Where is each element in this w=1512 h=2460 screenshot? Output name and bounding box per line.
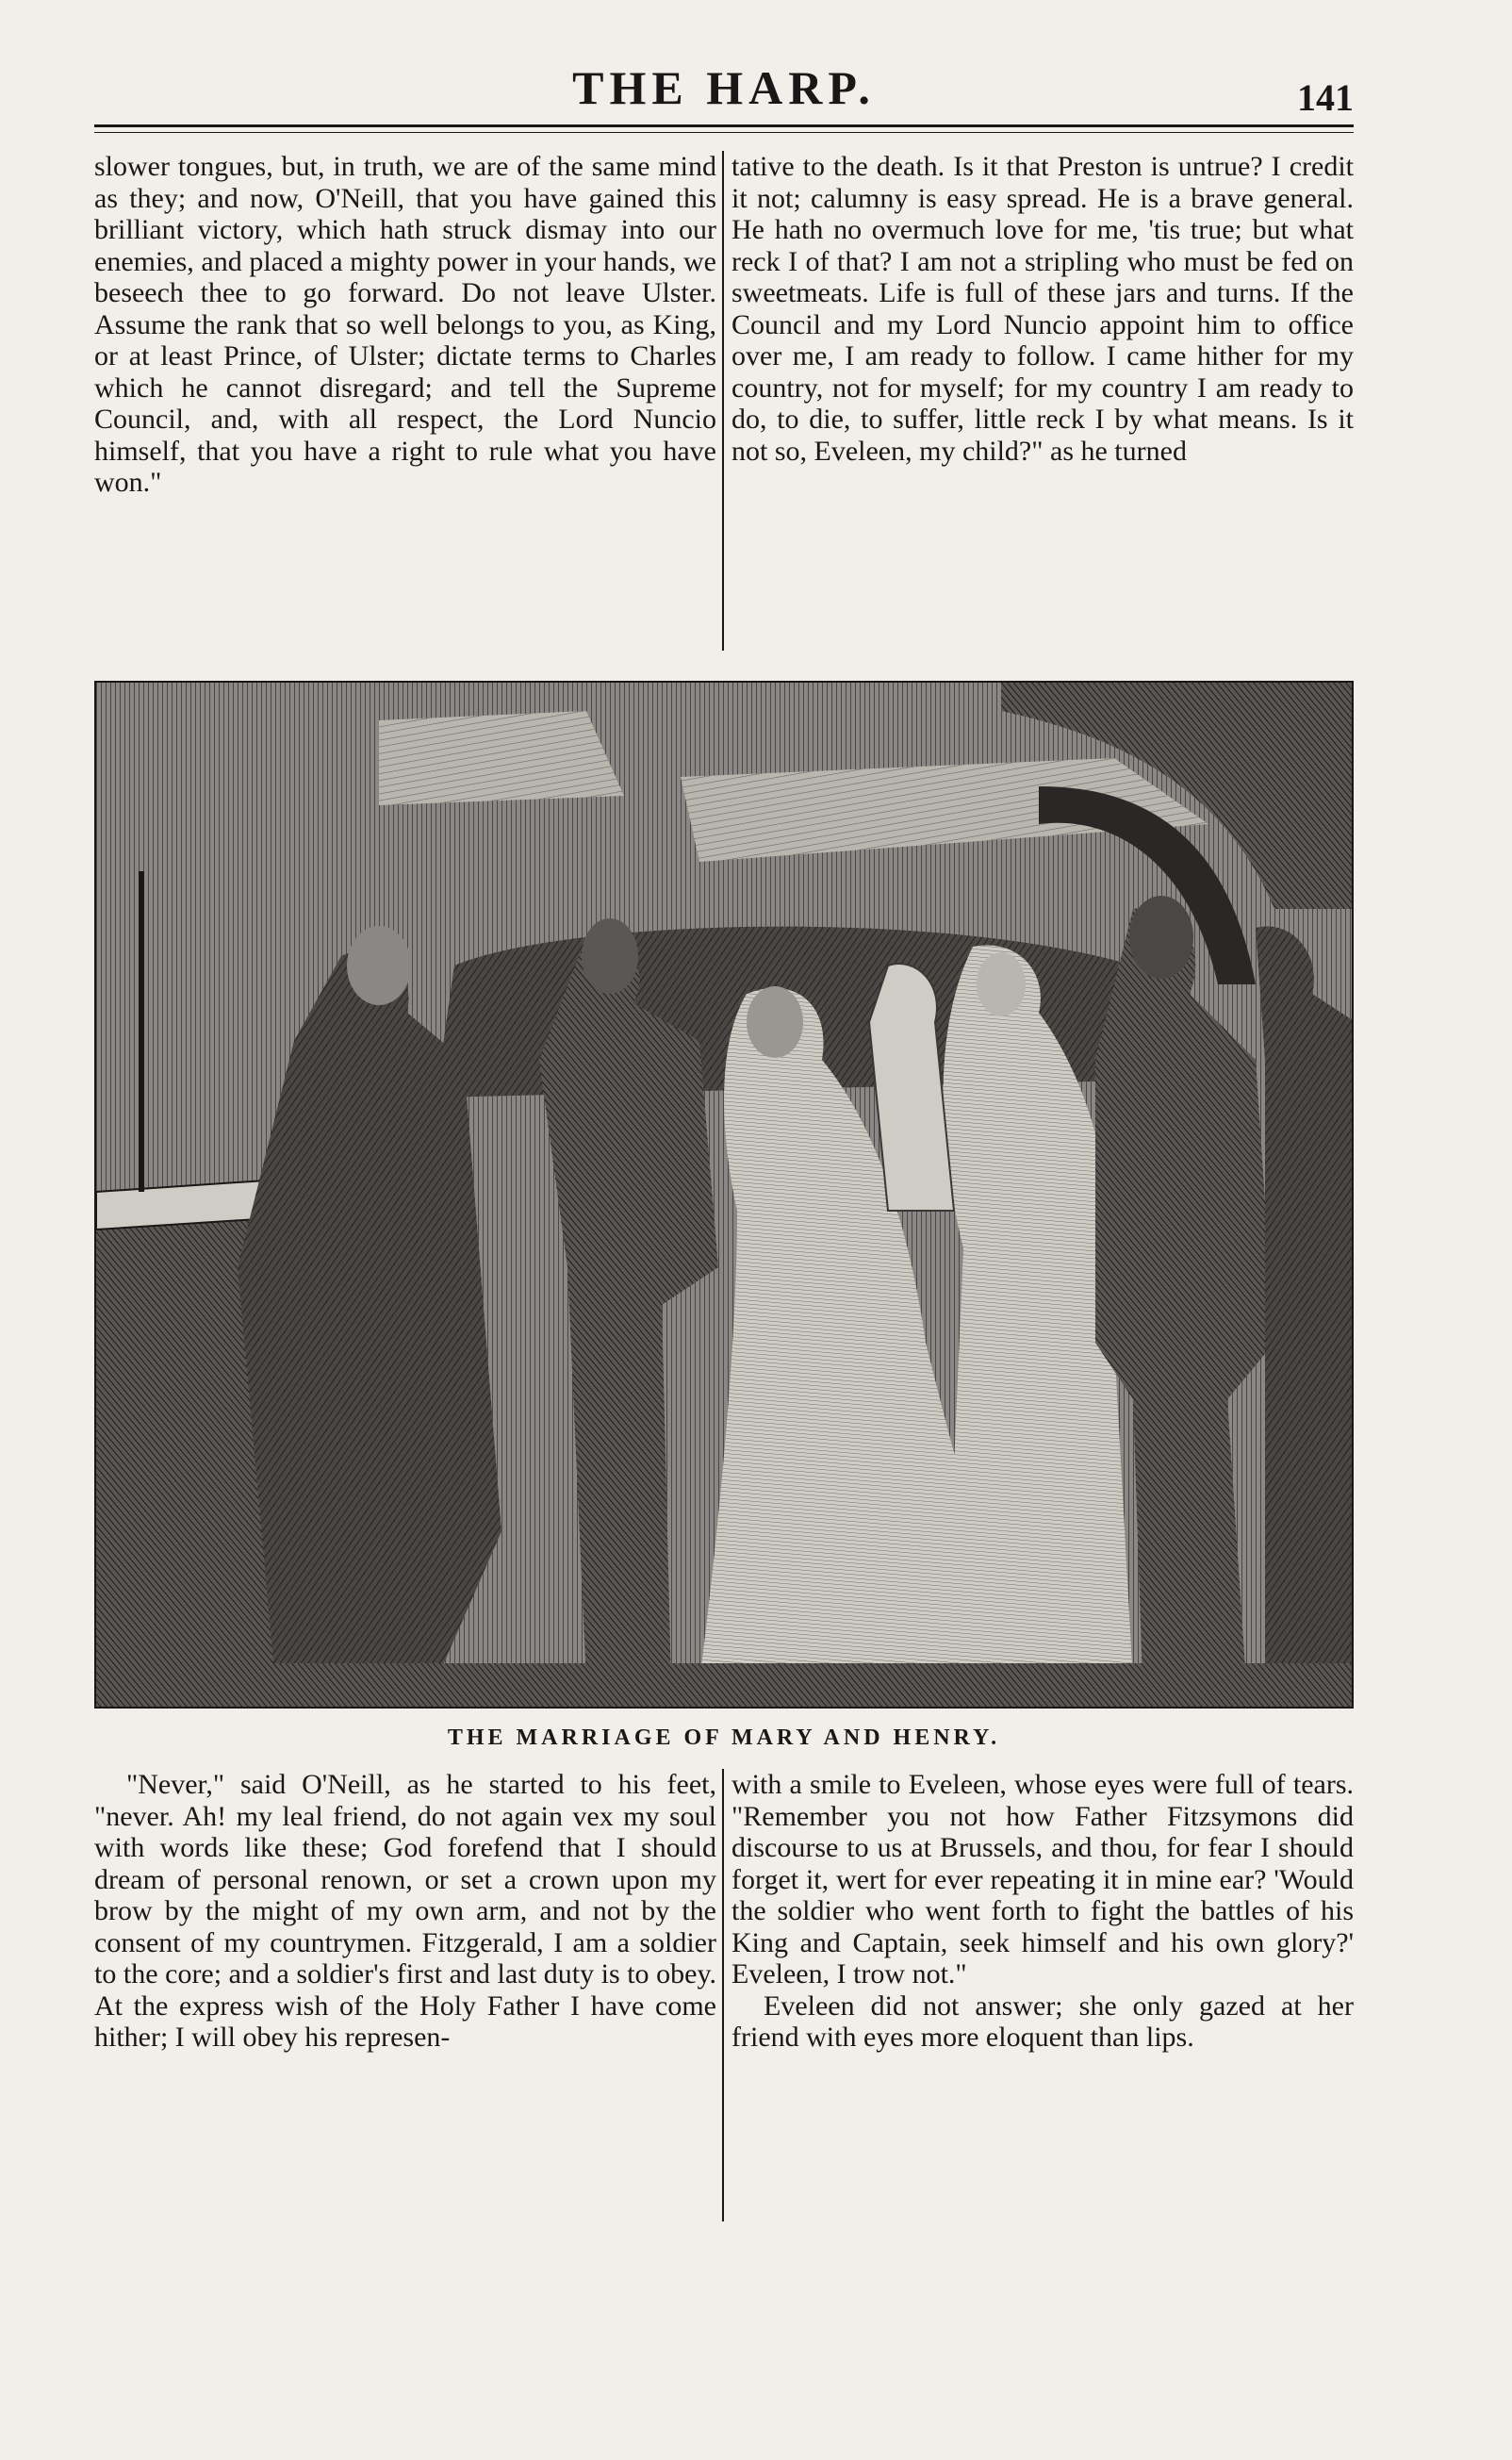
top-left-column bbox=[94, 151, 716, 651]
column-divider bbox=[722, 1769, 724, 2221]
top-right-column bbox=[731, 151, 1354, 651]
page-number: 141 bbox=[1297, 76, 1354, 119]
paragraph: Eveleen did not answer; she only gazed at her friend with eyes more eloquent than lips. bbox=[731, 1989, 1354, 2053]
header-rule-thin bbox=[94, 132, 1354, 133]
paragraph: "Never," said O'Neill, as he started to his feet, "never. Ah! my leal friend, do not again vex my soul with words like these; God forefend that I should dream of personal renown, or set a crown upon my brow by the might of my own arm, and not by the consent of my countrymen. Fitzgerald, I am a soldier to the core; and a soldier's first and last duty is to obey. At the express wish of the Holy Father I have come hither; I will obey his represen- bbox=[94, 1769, 716, 2053]
paragraph: with a smile to Eveleen, whose eyes were full of tears. "Remember you not how Father Fitzsymons did discourse to us at Brussels, and thou, for fear I should forget it, wert for ever repeating it in mine ear? 'Would the soldier who went forth to fight the battles of his King and Captain, seek himself and his own glory?' Eveleen, I trow not." bbox=[731, 1769, 1354, 1989]
bottom-right-column bbox=[731, 1769, 1354, 2221]
header-rule bbox=[94, 124, 1354, 127]
paragraph: slower tongues, but, in truth, we are of the same mind as they; and now, O'Neill, that you have gained this brilliant victory, which hath struck dismay into our enemies, and placed a mighty power in your hands, we beseech thee to go forward. Do not leave Ulster. Assume the rank that so well belongs to you, as King, or at least Prince, of Ulster; dictate terms to Charles which he cannot disregard; and tell the Supreme Council, and, with all respect, the Lord Nuncio himself, that you have a right to rule what you have won." bbox=[94, 151, 716, 498]
running-title: THE HARP. bbox=[572, 61, 876, 114]
illustration-caption: THE MARRIAGE OF MARY AND HENRY. bbox=[447, 1725, 1001, 1750]
paragraph: tative to the death. Is it that Preston is untrue? I credit it not; calumny is easy spread. He is a brave general. He hath no overmuch love for me, 'tis true; but what reck I of that? I am not a stripling who must be fed on sweetmeats. Life is full of these jars and turns. If the Council and my Lord Nuncio appoint him to office over me, I am ready to follow. I came hither for my country, not for myself; for my country I am ready to do, to die, to suffer, little reck I by what means. Is it not so, Eveleen, my child?" as he turned bbox=[731, 151, 1354, 467]
column-divider bbox=[722, 151, 724, 651]
bottom-left-column bbox=[94, 1769, 716, 2221]
running-head bbox=[94, 55, 1354, 121]
engraving bbox=[96, 683, 1354, 1709]
engraving-illustration bbox=[94, 681, 1354, 1709]
